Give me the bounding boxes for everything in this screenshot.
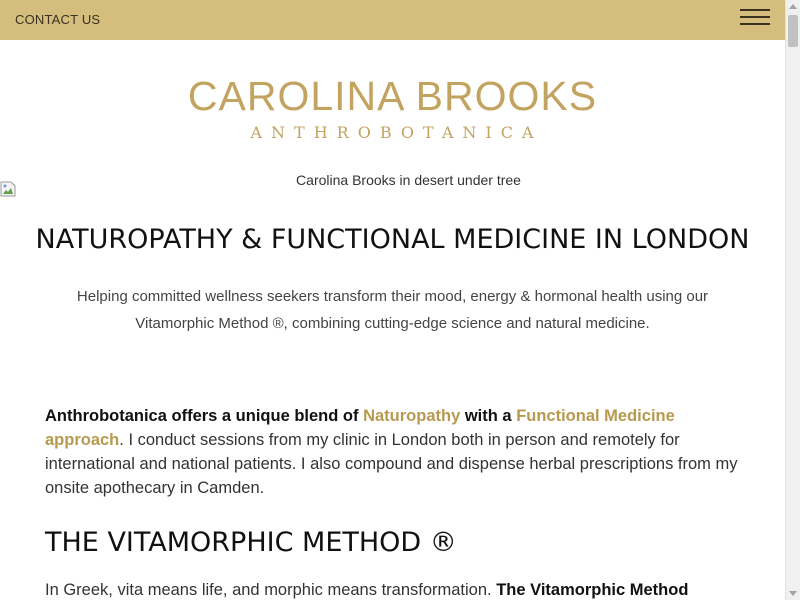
- menu-line: [740, 9, 770, 11]
- contact-us-link[interactable]: CONTACT US: [15, 12, 101, 27]
- top-bar: [0, 0, 785, 40]
- about-rest: . I conduct sessions from my clinic in London both in person and remotely for international and national patients. I also compound and dispense herbal prescriptions from my onsite apothecary in Camden.: [45, 431, 738, 497]
- about-lead: Anthrobotanica offers a unique blend of: [45, 407, 364, 425]
- page-title: NATUROPATHY & FUNCTIONAL MEDICINE IN LONDON: [35, 224, 750, 255]
- menu-line: [740, 16, 770, 18]
- vitamorphic-text: In Greek, vita means life, and morphic means transformation.: [45, 581, 497, 599]
- naturopathy-link[interactable]: Naturopathy: [363, 407, 461, 425]
- logo-sub-text: ANTHROBOTANICA: [250, 123, 543, 142]
- hamburger-menu-icon[interactable]: [740, 9, 770, 27]
- vitamorphic-paragraph: [45, 578, 745, 600]
- about-mid: with a: [460, 407, 517, 425]
- functional-medicine-link[interactable]: Functional Medicine approach: [45, 407, 675, 449]
- logo-main-text: CAROLINA BROOKS: [187, 73, 598, 119]
- page-scrollbar[interactable]: [785, 0, 800, 600]
- section-heading: THE VITAMORPHIC METHOD ®: [45, 527, 457, 558]
- menu-line: [740, 23, 770, 25]
- intro-text: Helping committed wellness seekers transform their mood, energy & hormonal health using our Vitamorphic Method ®, combining cutting-edge science and natural medicine.: [76, 288, 709, 332]
- vitamorphic-bold: The Vitamorphic Method: [496, 581, 689, 599]
- site-logo[interactable]: [0, 72, 785, 144]
- broken-image-icon: [0, 181, 16, 197]
- scroll-up-icon[interactable]: [789, 4, 797, 9]
- hero-image: [0, 172, 785, 198]
- scroll-down-icon[interactable]: [789, 591, 797, 596]
- about-paragraph: [45, 404, 745, 500]
- hero-image-alt-text: Carolina Brooks in desert under tree: [296, 172, 521, 188]
- scroll-thumb[interactable]: [788, 15, 798, 47]
